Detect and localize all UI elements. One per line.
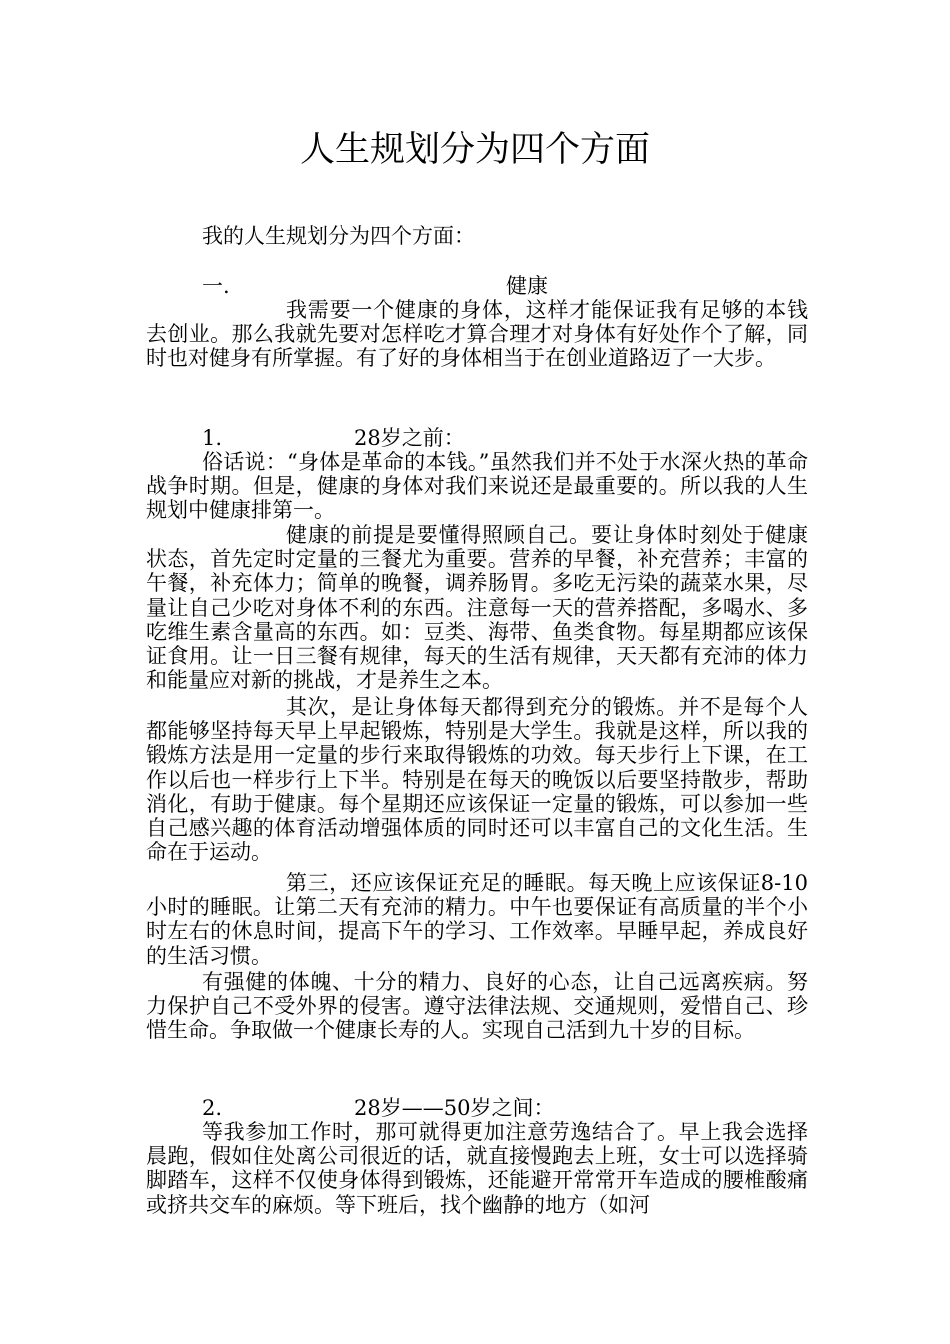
section-one-number: 一.: [202, 274, 230, 298]
part-one-paragraph-5: 有强健的体魄、十分的精力、良好的心态，让自己远离疾病。努力保护自己不受外界的侵害。遵守法律法规、交通规则，爱惜自己、珍惜生命。争取做一个健康长寿的人。实现自己活到九十岁的目标。: [146, 970, 808, 1043]
intro-line: 我的人生规划分为四个方面：: [202, 224, 475, 248]
part-one-paragraph-2: 健康的前提是要懂得照顾自己。要让身体时刻处于健康状态，首先定时定量的三餐尤为重要。营养的早餐，补充营养；丰富的午餐，补充体力；简单的晚餐，调养肠胃。多吃无污染的蔬菜水果，尽量让自己少吃对身体不利的东西。注意每一天的营养搭配，多喝水、多吃维生素含量高的东西。如：豆类、海带、鱼类食物。每星期都应该保证食用。让一日三餐有规律，每天的生活有规律，天天都有充沛的体力和能量应对新的挑战，才是养生之本。: [146, 523, 808, 693]
document-title: 人生规划分为四个方面: [299, 130, 650, 170]
part-two-number: 2.: [202, 1096, 223, 1120]
part-two-heading: 28岁——50岁之间：: [354, 1096, 555, 1120]
section-one-heading-row: [146, 274, 808, 300]
part-one-paragraph-3: 其次，是让身体每天都得到充分的锻炼。并不是每个人都能够坚持每天早上早起锻炼，特别是大学生。我就是这样，所以我的锻炼方法是用一定量的步行来取得锻炼的功效。每天步行上下课，在工作以后也一样步行上下半。特别是在每天的晚饭以后要坚持散步，帮助消化，有助于健康。每个星期还应该保证一定量的锻炼，可以参加一些自己感兴趣的体育活动增强体质的同时还可以丰富自己的文化生活。生命在于运动。: [146, 695, 808, 865]
section-one-paragraph: 我需要一个健康的身体，这样才能保证我有足够的本钱去创业。那么我就先要对怎样吃才算合理才对身体有好处作个了解，同时也对健身有所掌握。有了好的身体相当于在创业道路迈了一大步。: [146, 298, 808, 371]
part-one-heading: 28岁之前：: [354, 426, 465, 450]
part-one-paragraph-4: 第三，还应该保证充足的睡眠。每天晚上应该保证8-10小时的睡眠。让第二天有充沛的精力。中午也要保证有高质量的半个小时左右的休息时间，提高下午的学习、工作效率。早睡早起，养成良好的生活习惯。: [146, 871, 808, 968]
part-one-number: 1.: [202, 426, 223, 450]
section-one-heading: 健康: [506, 274, 548, 298]
part-two-paragraph: 等我参加工作时，那可就得更加注意劳逸结合了。早上我会选择晨跑，假如住处离公司很近的话，就直接慢跑去上班，女士可以选择骑脚踏车，这样不仅使身体得到锻炼，还能避开常常开车造成的腰椎酸痛或挤共交车的麻烦。等下班后，找个幽静的地方（如河: [146, 1120, 808, 1217]
part-one-paragraph-1: 俗话说：“身体是革命的本钱。”虽然我们并不处于水深火热的革命战争时期。但是，健康的身体对我们来说还是最重要的。所以我的人生规划中健康排第一。: [146, 450, 808, 523]
part-one-heading-row: [146, 426, 808, 452]
part-two-heading-row: [146, 1096, 808, 1122]
